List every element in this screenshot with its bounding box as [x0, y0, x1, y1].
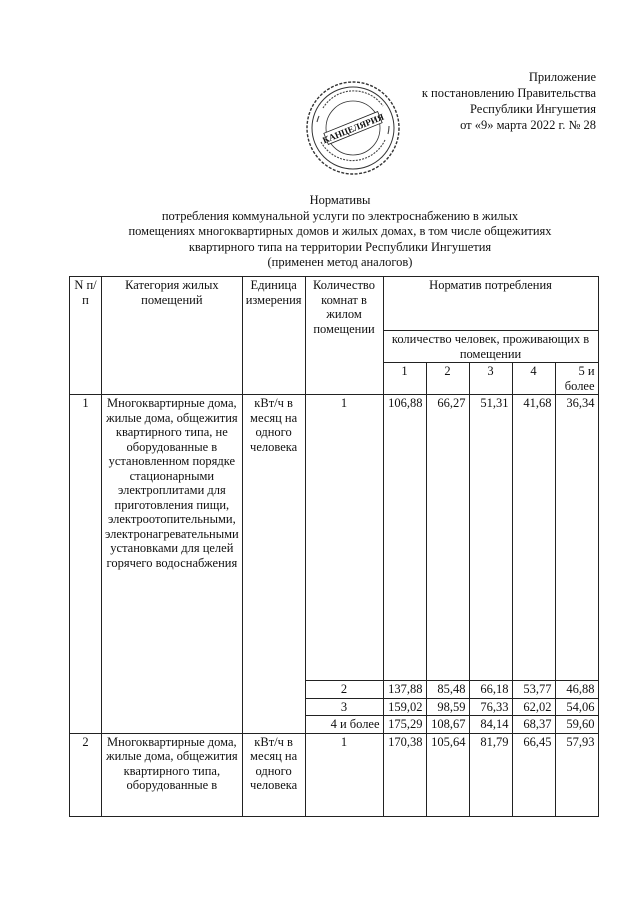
- row-category: Многоквартирные дома, жилые дома, общежития квартирного типа, не оборудованные в установленном порядке стационарными электроплитами для приготовления пищи, электроотопительными, электронагревательными установками для целей горячего водоснабжения: [102, 395, 243, 734]
- value-cell: 108,67: [426, 716, 469, 734]
- value-cell: 76,33: [469, 698, 512, 716]
- title-line: Нормативы: [309, 193, 371, 207]
- value-cell: 66,27: [426, 395, 469, 681]
- row-rooms: 1: [305, 733, 383, 816]
- row-num: 2: [70, 733, 102, 816]
- value-cell: 81,79: [469, 733, 512, 816]
- value-cell: 36,34: [555, 395, 598, 681]
- title-line: помещениях многоквартирных домов и жилых домах, в том числе общежитиях: [128, 224, 552, 238]
- value-cell: 159,02: [383, 698, 426, 716]
- header-p1: 1: [383, 363, 426, 395]
- header-p3: 3: [469, 363, 512, 395]
- table-row: [70, 733, 599, 816]
- annex-line: Приложение: [528, 70, 596, 84]
- value-cell: 106,88: [383, 395, 426, 681]
- value-cell: 175,29: [383, 716, 426, 734]
- annex-line: Республики Ингушетия: [469, 102, 596, 116]
- header-p2: 2: [426, 363, 469, 395]
- header-num: N п/п: [70, 277, 102, 395]
- stamp-text: КАНЦЕЛЯРИЯ: [321, 111, 386, 146]
- value-cell: 105,64: [426, 733, 469, 816]
- row-rooms: 2: [305, 681, 383, 699]
- value-cell: 57,93: [555, 733, 598, 816]
- row-category: Многоквартирные дома, жилые дома, общежития квартирного типа, оборудованные в: [102, 733, 243, 816]
- norms-table: [69, 276, 599, 817]
- office-stamp: [303, 78, 403, 178]
- value-cell: 66,45: [512, 733, 555, 816]
- header-category: Категория жилых помещений: [102, 277, 243, 395]
- value-cell: 170,38: [383, 733, 426, 816]
- value-cell: 51,31: [469, 395, 512, 681]
- header-rooms: Количество комнат в жилом помещении: [305, 277, 383, 395]
- value-cell: 137,88: [383, 681, 426, 699]
- row-rooms: 1: [305, 395, 383, 681]
- value-cell: 85,48: [426, 681, 469, 699]
- value-cell: 68,37: [512, 716, 555, 734]
- value-cell: 62,02: [512, 698, 555, 716]
- header-norm: Норматив потребления: [383, 277, 598, 331]
- header-p4: 4: [512, 363, 555, 395]
- header-persons: количество человек, проживающих в помещении: [383, 331, 598, 363]
- title-line: потребления коммунальной услуги по электроснабжению в жилых: [161, 208, 519, 223]
- value-cell: 54,06: [555, 698, 598, 716]
- value-cell: 66,18: [469, 681, 512, 699]
- value-cell: 53,77: [512, 681, 555, 699]
- document-title: [110, 193, 570, 271]
- title-line: квартирного типа на территории Республики Ингушетия: [188, 239, 492, 254]
- value-cell: 84,14: [469, 716, 512, 734]
- value-cell: 46,88: [555, 681, 598, 699]
- row-rooms: 3: [305, 698, 383, 716]
- header-unit: Единица измерения: [242, 277, 305, 395]
- row-unit: кВт/ч в месяц на одного человека: [242, 395, 305, 734]
- value-cell: 59,60: [555, 716, 598, 734]
- annex-line: от «9» марта 2022 г. № 28: [460, 118, 596, 132]
- value-cell: 98,59: [426, 698, 469, 716]
- row-unit: кВт/ч в месяц на одного человека: [242, 733, 305, 816]
- row-rooms: 4 и более: [305, 716, 383, 734]
- row-num: 1: [70, 395, 102, 734]
- title-line: (применен метод аналогов): [267, 255, 413, 269]
- header-p5: 5 и более: [555, 363, 598, 395]
- annex-line: к постановлению Правительства: [421, 86, 596, 100]
- table-row: [70, 395, 599, 681]
- value-cell: 41,68: [512, 395, 555, 681]
